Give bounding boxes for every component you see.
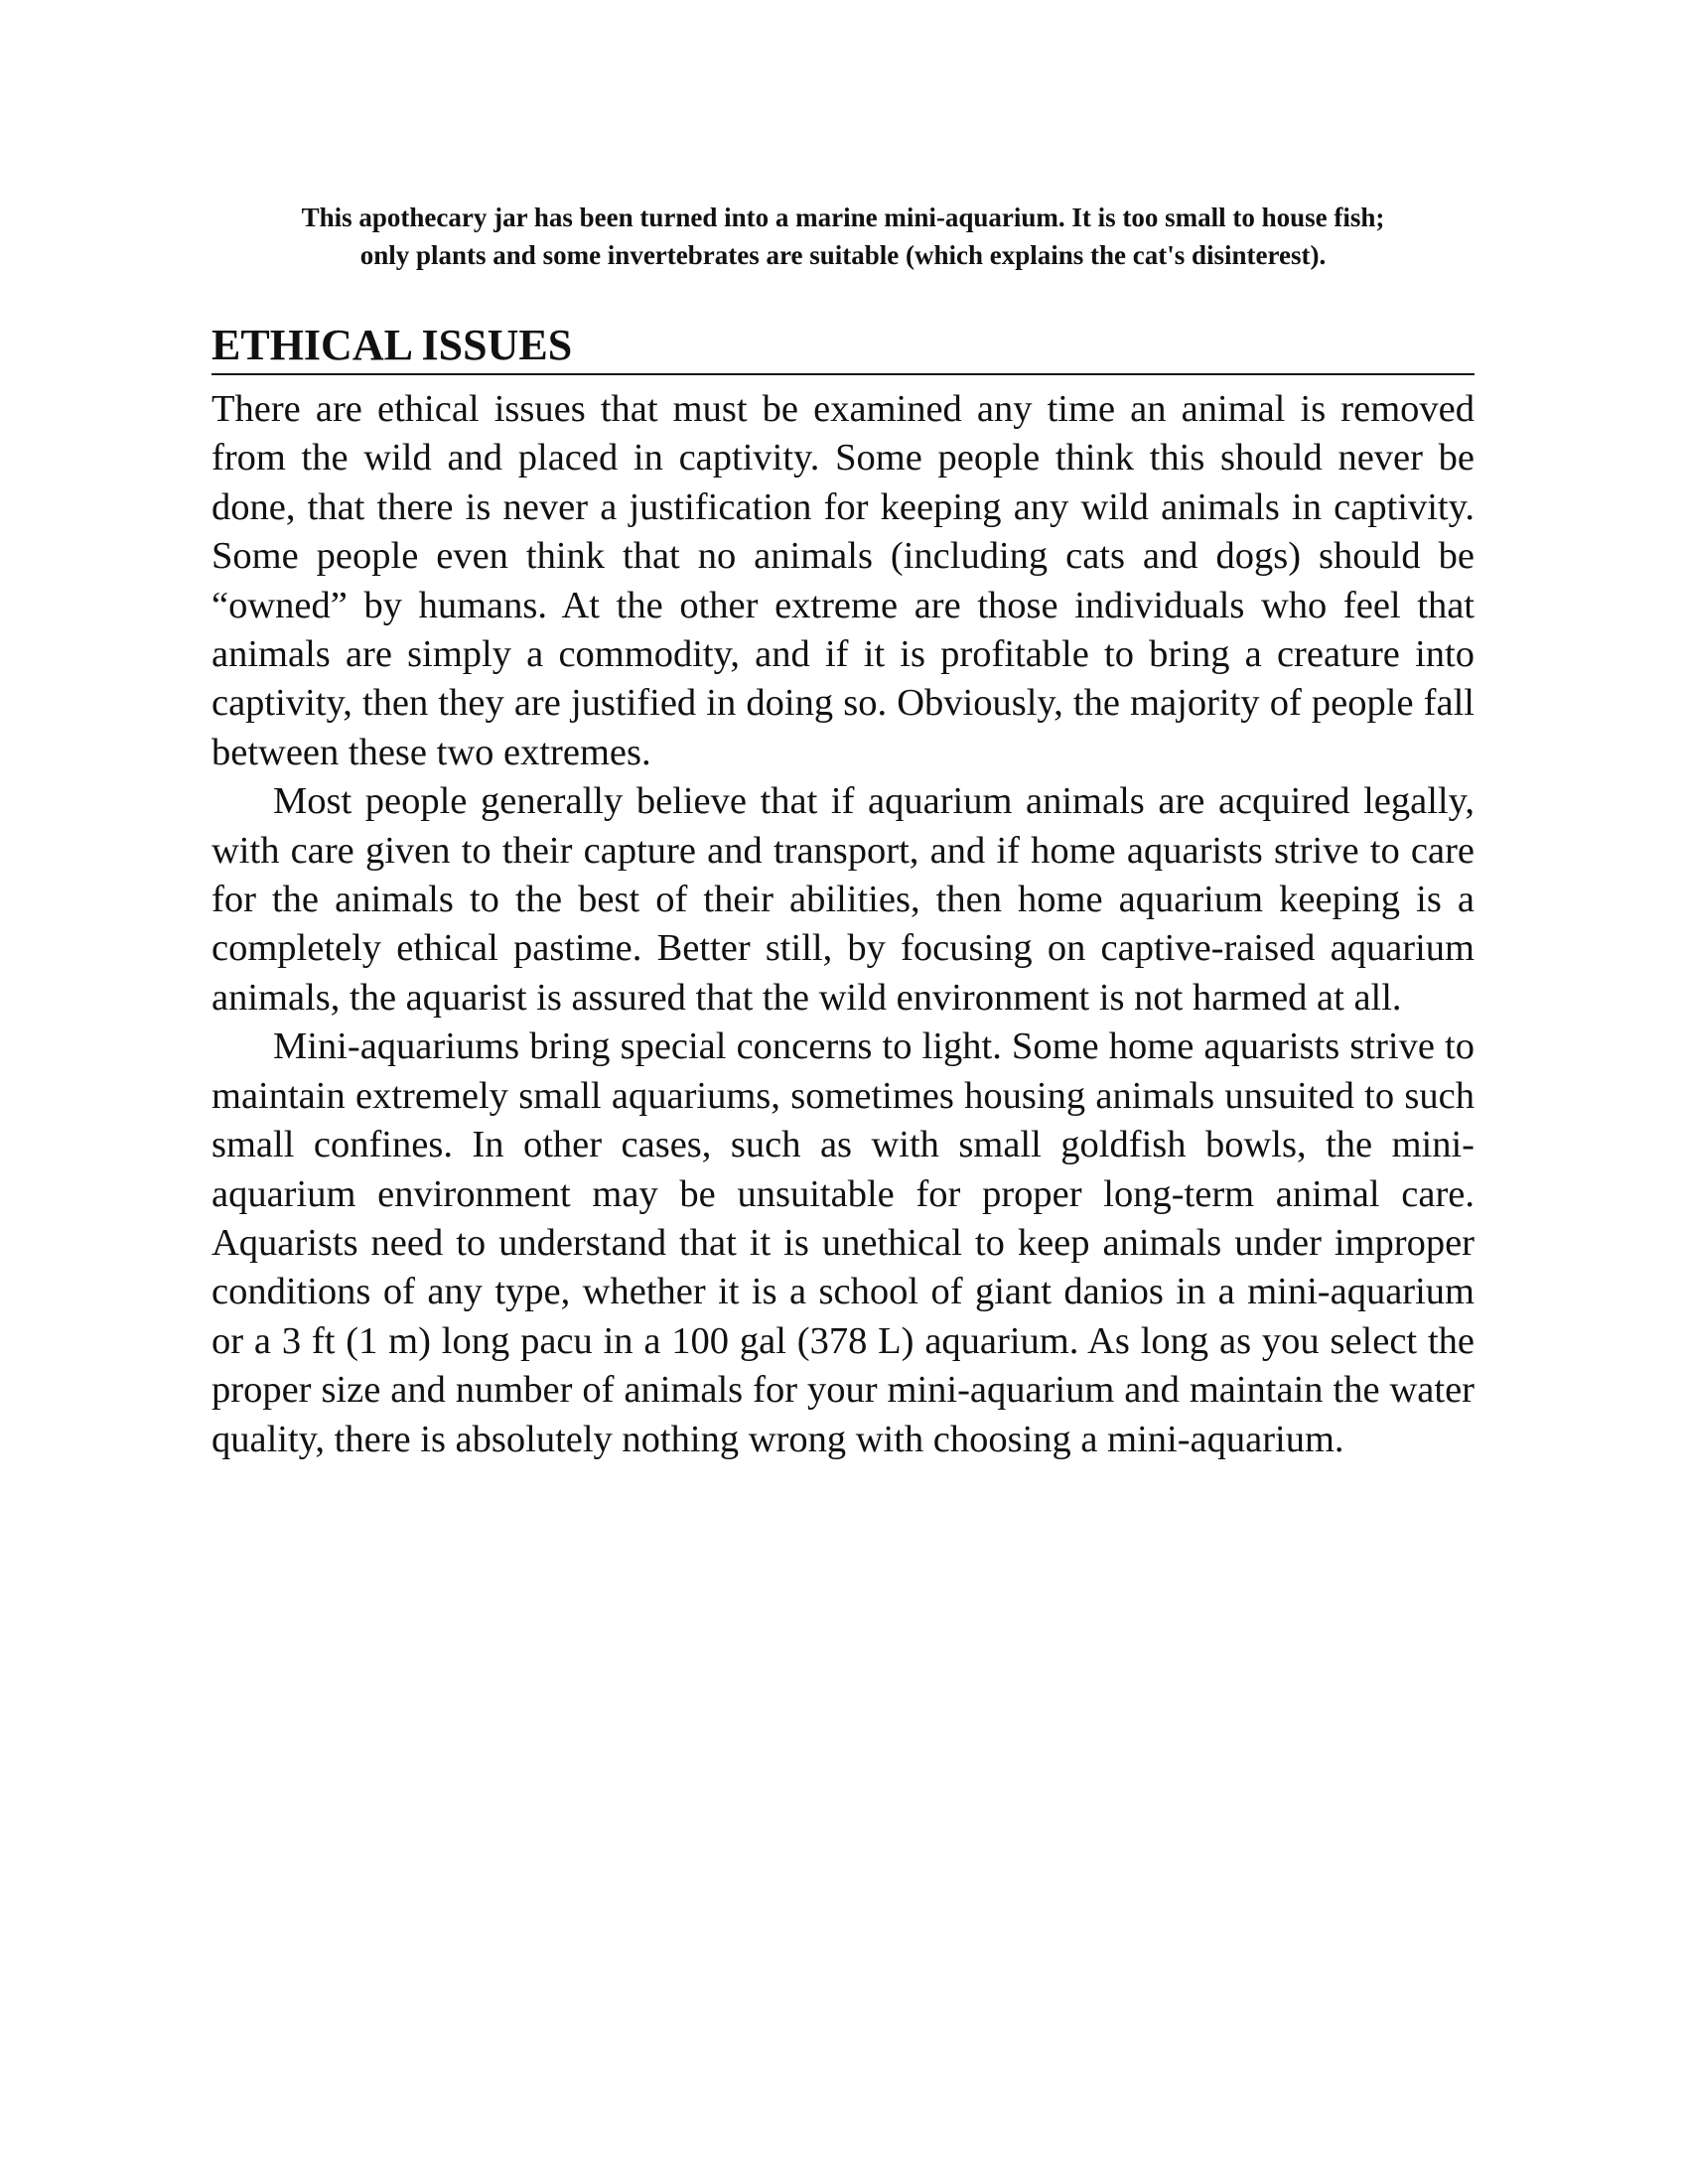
paragraph-1: There are ethical issues that must be examined any time an animal is removed from the wild and placed in captivity. Some people think this should never be done, that there is never a justification for keeping any wild animals in captivity. Some people even think that no animals (including cats and dogs) should be “owned” by humans. At the other extreme are those individuals who feel that animals are simply a commodity, and if it is profitable to bring a creature into captivity, then they are justified in doing so. Obviously, the majority of people fall between these two extremes. <box>211 388 1475 773</box>
section-heading: ETHICAL ISSUES <box>211 320 1475 375</box>
caption-line-2: only plants and some invertebrates are suitable (which explains the cat's disinterest). <box>359 240 1327 270</box>
section-body <box>211 385 1475 1464</box>
photo-caption <box>211 199 1475 274</box>
paragraph-2: Most people generally believe that if aquarium animals are acquired legally, with care given to their capture and transport, and if home aquarists strive to care for the animals to the best of their abilities, then home aquarium keeping is a completely ethical pastime. Better still, by focusing on captive-raised aquarium animals, the aquarist is assured that the wild environment is not harmed at all. <box>211 780 1475 1019</box>
caption-line-1: This apothecary jar has been turned into a marine mini-aquarium. It is too small to house fish; <box>301 203 1385 232</box>
paragraph-3: Mini-aquariums bring special concerns to light. Some home aquarists strive to maintain extremely small aquariums, sometimes housing animals unsuited to such small confines. In other cases, such as with small goldfish bowls, the mini-aquarium environment may be unsuitable for proper long-term animal care. Aquarists need to understand that it is unethical to keep animals under improper conditions of any type, whether it is a school of giant danios in a mini-aquarium or a 3 ft (1 m) long pacu in a 100 gal (378 L) aquarium. As long as you select the proper size and number of animals for your mini-aquarium and maintain the water quality, there is absolutely nothing wrong with choosing a mini-aquarium. <box>211 1025 1475 1460</box>
